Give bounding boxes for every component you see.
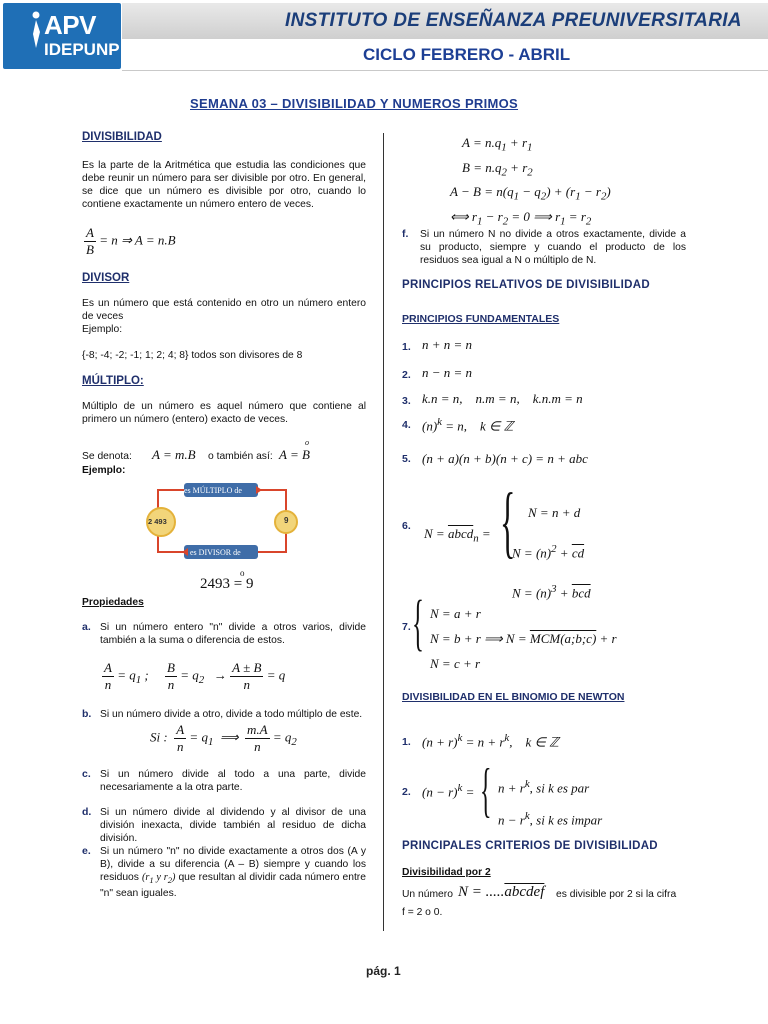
principle-6-right: N = n + d $N = (n)^2 + \overline{cd}$ $N = (n)^3 + \overline{bcd}$ [512,505,591,601]
item-7: 7. [402,621,411,633]
prop-e-text-2: que resultan al dividir cada número entre "n" sean iguales. [100,872,366,900]
logo-text-apv: APV [44,10,96,40]
letter-d: d. [82,806,92,818]
ejemplo-label: Ejemplo: [82,324,123,335]
heading-propiedades: Propiedades [82,597,144,608]
newton-2-right: $n + r^k$, si k es par $n - r^k$, si k es impar [498,778,603,828]
prop-e-text-1: Si un número "n" no divide exactamente a otros dos (A y B), divide a su diferencia (A – B) siempre y cuando los residuos [100,846,366,883]
brace-7: { [412,589,424,657]
principle-6-left: N = abcd$_n$ = [424,526,491,545]
page-number: pág. 1 [366,964,401,978]
principle-3: k.n = n, n.m = n, k.n.m = n [422,391,583,406]
letter-e: e. [82,845,91,857]
letter-b: b. [82,708,92,720]
heading-principios: PRINCIPIOS RELATIVOS DE DIVISIBILIDAD [402,279,650,291]
heading-newton: DIVISIBILIDAD EN EL BINOMIO DE NEWTON [402,691,625,703]
se-denota-label: Se denota: [82,451,132,462]
divisor-example: {-8; -4; -2; -1; 1; 2; 4; 8} todos son divisores de 8 [82,350,303,361]
principle-1: n + n = n [422,337,473,352]
newton-2-left: $(n - r)^k$ = [422,782,475,800]
o-tambien-label: o también así: [208,451,273,462]
formula-a-over-b: $\frac{A}{B}$ = n ⇒ A = n.B [86,225,176,257]
newton-item-2: 2. [402,786,411,798]
prop-c-text: Si un número divide al todo a una parte, divide necesariamente a la otra parte. [100,769,366,793]
item-3: 3. [402,395,411,407]
prop-e-text: Si un número "n" no divide exactamente a otros dos (A y B), divide a su diferencia (A – B) siempre y cuando los residuos ($r_1$ y $r_2$) que resultan al dividir cada número entre "n" sean iguales. [100,846,366,900]
principle-2: n − n = n [422,365,473,380]
prop-d-text: Si un número divide al dividendo y al divisor de una división inexacta, divide también al residuo de dicha división. [100,807,366,844]
div2-number: N = .....abcdef [458,884,545,900]
institute-title: INSTITUTO DE ENSEÑANZA PREUNIVERSITARIA [285,10,742,31]
letter-c: c. [82,768,91,780]
formula-a-bdot: A = B o [279,438,310,462]
newton-1: $(n + r)^k = n + r^k$, k ∈ ℤ [422,732,559,750]
formula-prop-b: Si : $\frac{A}{n}$ = $q_1$ ⟹ $\frac{m.A}{n}$ = $q_2$ [150,722,297,754]
divisibilidad-text: Es la parte de la Aritmética que estudia las condiciones que debe reunir un número para ser divisible por otro. En general, se dice que un número es divisible por otro, cuando lo contiene exactamente un número entero de veces. [82,160,366,210]
principle-4: $(n)^k = n$, k ∈ ℤ [422,416,514,434]
item-4: 4. [402,419,411,431]
div2-text-3: f = 2 o 0. [402,907,443,918]
div2-text-1: Un número [402,889,453,900]
item-5: 5. [402,453,411,465]
heading-fundamentales: PRINCIPIOS FUNDAMENTALES [402,313,560,325]
prop-f-text: Si un número N no divide a otros exactamente, divide a su producto, siempre y cuando el producto de los residuos sea igual a N o múltiplo de N. [420,229,686,266]
diagram-node-2493: 2 493 [148,517,167,526]
diagram-node-9: 9 [284,516,289,525]
diagram-equation: 2493 = 9 [200,576,254,592]
formula-prop-a: $\frac{A}{n}$ = $q_1$ ; $\frac{B}{n}$ = $q_2$ → $\frac{A \pm B}{n}$ = q [104,660,286,692]
logo-figure-icon [30,10,42,50]
brace-newton: { [480,757,492,823]
letter-f: f. [402,228,409,240]
letter-a: a. [82,621,91,633]
page-title: SEMANA 03 – DIVISIBILIDAD Y NUMEROS PRIMOS [190,96,519,111]
item-6: 6. [402,520,411,532]
formula-a-mb: A = m.B [152,447,196,462]
multiple-dot: o [240,568,245,578]
item-2: 2. [402,369,411,381]
heading-divisor: DIVISOR [82,272,130,284]
cycle-title: CICLO FEBRERO - ABRIL [363,45,571,64]
heading-div2: Divisibilidad por 2 [402,867,491,878]
div2-text-2: es divisible por 2 si la cifra [556,889,677,900]
divisor-text: Es un número que está contenido en otro un número entero de veces [82,298,366,322]
principle-7: N = a + r N = b + r ⟹ N = MCM(a;b;c) + r N = c + r [430,606,617,671]
multiplo-text: Múltiplo de un número es aquel número que contiene al primero un número (entero) exacto de veces. [82,401,366,425]
diagram-label-divisor: es DIVISOR de [190,548,241,557]
prop-a-text: Si un número entero "n" divide a otros varios, divide también a la suma o diferencia de estos. [100,622,366,646]
si-k-par: , si k es par [529,780,590,796]
column-divider [383,133,384,931]
prop-b-text: Si un número divide a otro, divide a todo múltiplo de este. [100,709,363,720]
newton-item-1: 1. [402,736,411,748]
diagram-label-multiplo: es MÚLTIPLO de [184,486,242,495]
ejemplo-label-2: Ejemplo: [82,465,126,476]
principle-5: (n + a)(n + b)(n + c) = n + abc [422,451,588,466]
logo-text-idepunp: IDEPUNP [44,40,120,59]
brace-6: { [500,478,516,566]
heading-multiplo: MÚLTIPLO: [82,375,144,387]
heading-divisibilidad: DIVISIBILIDAD [82,131,162,143]
formula-residuos: $A = n.q_1 + r_1$ $B = n.q_2 + r_2$ $A - B = n(q_1 - q_2) + (r_1 - r_2)$ ⟺ $r_1 - r_2 = 0$ ⟹ $r_1 = r_2$ [450,135,611,228]
item-1: 1. [402,341,411,353]
si-k-impar: , si k es impar [529,812,603,828]
heading-criterios: PRINCIPALES CRITERIOS DE DIVISIBILIDAD [402,840,658,852]
